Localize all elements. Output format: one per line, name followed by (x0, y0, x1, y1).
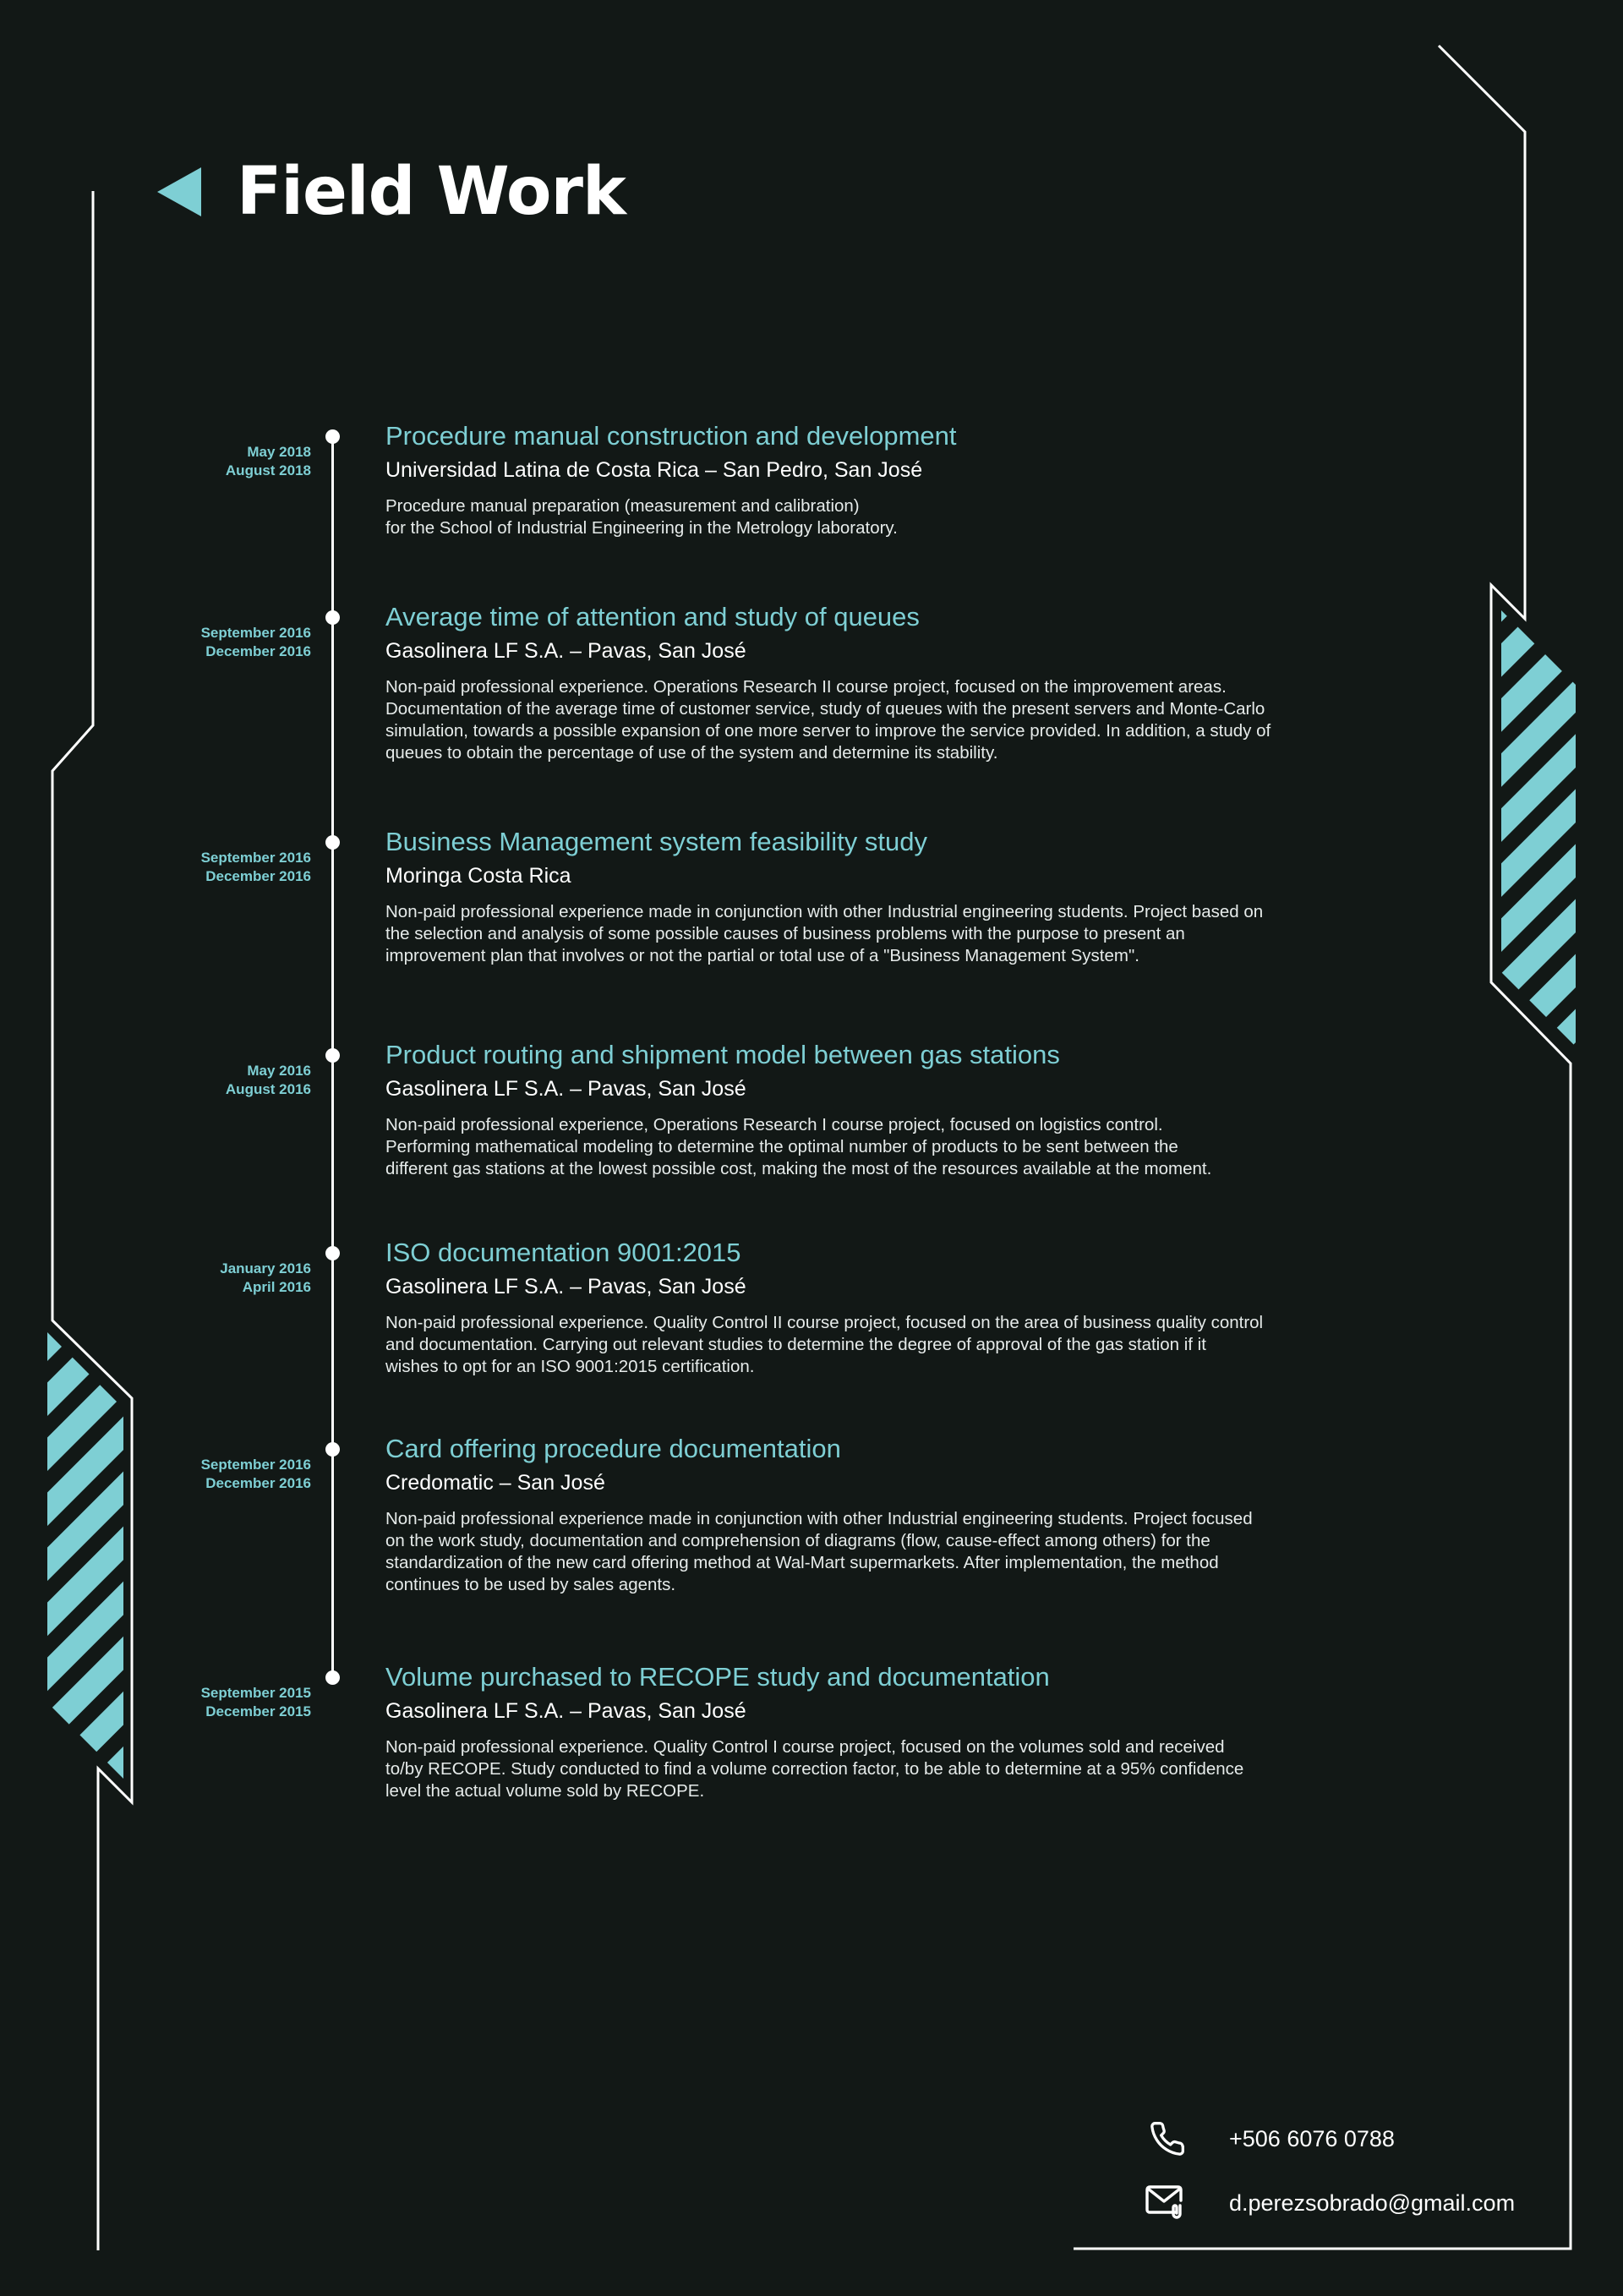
entry-dates (101, 849, 311, 886)
entry-organization: Universidad Latina de Costa Rica – San Pedro, San José (385, 458, 923, 482)
entry-dates (101, 1456, 311, 1493)
timeline-dot (325, 1246, 340, 1260)
entry-date-start: May 2018 (247, 444, 311, 460)
entry-dates (101, 1260, 311, 1297)
timeline-dot (325, 610, 340, 625)
entry-dates (101, 624, 311, 661)
entry-description-line: wishes to opt for an ISO 9001:2015 certification. (385, 1357, 755, 1376)
entry-date-end: December 2016 (205, 868, 311, 884)
entry-dates (101, 1684, 311, 1721)
entry-date-end: December 2015 (205, 1703, 311, 1719)
entry-title: Business Management system feasibility study (385, 827, 927, 856)
entry-date-start: September 2016 (200, 625, 311, 641)
entry-description-line: Non-paid professional experience. Operations Research II course project, focused on the improvement areas. (385, 677, 1227, 697)
entry-date-start: September 2016 (200, 1457, 311, 1473)
timeline-dot (325, 1670, 340, 1685)
page-header (157, 145, 626, 238)
entry-description-line: continues to be used by sales agents. (385, 1575, 676, 1594)
entry-description (385, 495, 1442, 539)
entry-title: ISO documentation 9001:2015 (385, 1238, 741, 1267)
entry-content (385, 600, 1442, 764)
entry-description (385, 1508, 1442, 1596)
entry-date-end: April 2016 (242, 1279, 311, 1295)
entry-date-end: August 2018 (225, 462, 311, 478)
entry-description-line: simulation, towards a possible expansion of one more server to improve the service provided. In addition, a study of (385, 721, 1271, 741)
entry-content (385, 419, 1442, 539)
timeline-dot (325, 835, 340, 850)
timeline-dot (325, 1442, 340, 1457)
entry-description-line: Non-paid professional experience. Quality Control I course project, focused on the volumes sold and received (385, 1737, 1225, 1757)
timeline-dot (325, 1048, 340, 1063)
entry-title: Product routing and shipment model between gas stations (385, 1040, 1060, 1069)
entry-title: Average time of attention and study of queues (385, 602, 920, 631)
entry-organization: Credomatic – San José (385, 1471, 605, 1495)
entry-organization: Gasolinera LF S.A. – Pavas, San José (385, 1699, 746, 1723)
entry-organization: Moringa Costa Rica (385, 864, 571, 888)
entry-date-start: May 2016 (247, 1063, 311, 1079)
entry-dates (101, 443, 311, 480)
entry-description-line: and documentation. Carrying out relevant studies to determine the degree of approval of the gas station if it (385, 1335, 1206, 1354)
email-icon (1143, 2183, 1192, 2223)
entry-content (385, 825, 1442, 967)
phone-icon (1143, 2118, 1192, 2159)
entry-description (385, 1114, 1442, 1180)
entry-description-line: for the School of Industrial Engineering in the Metrology laboratory. (385, 518, 898, 538)
entry-description-line: Documentation of the average time of customer service, study of queues with the present servers and Monte-Carlo (385, 699, 1265, 719)
entry-description-line: Performing mathematical modeling to determine the optimal number of products to be sent between the (385, 1137, 1178, 1156)
entry-description-line: queues to obtain the percentage of use of the system and determine its stability. (385, 743, 998, 763)
entry-description-line: level the actual volume sold by RECOPE. (385, 1781, 705, 1801)
entry-content (385, 1660, 1442, 1802)
entry-description-line: improvement plan that involves or not the partial or total use of a "Business Management System". (385, 946, 1139, 965)
entry-description-line: the selection and analysis of some possible causes of business problems with the purpose to present an (385, 924, 1185, 943)
entry-title: Procedure manual construction and development (385, 421, 957, 451)
entry-date-start: September 2015 (200, 1685, 311, 1701)
entry-description-line: Non-paid professional experience, Operations Research I course project, focused on logistics control. (385, 1115, 1163, 1134)
entry-description-line: Non-paid professional experience made in conjunction with other Industrial engineering students. Project focused (385, 1509, 1253, 1528)
left-frame-line (52, 191, 132, 2250)
triangle-left-icon (157, 167, 201, 216)
entry-date-end: December 2016 (205, 1475, 311, 1491)
entry-title: Card offering procedure documentation (385, 1434, 841, 1463)
phone-number: +506 6076 0788 (1229, 2125, 1395, 2151)
entry-description-line: standardization of the new card offering method at Wal-Mart supermarkets. After implementation, the method (385, 1553, 1219, 1572)
timeline-dot (325, 429, 340, 444)
contact-email (1143, 2183, 1515, 2223)
entry-date-end: August 2016 (225, 1081, 311, 1097)
entry-description (385, 1736, 1442, 1802)
contact-phone (1143, 2118, 1395, 2159)
entry-content (385, 1038, 1442, 1180)
email-address: d.perezsobrado@gmail.com (1229, 2189, 1516, 2216)
entry-date-start: January 2016 (220, 1260, 311, 1276)
page-title: Field Work (237, 154, 626, 230)
entry-organization: Gasolinera LF S.A. – Pavas, San José (385, 1077, 746, 1101)
entry-description-line: Non-paid professional experience made in conjunction with other Industrial engineering students. Project based on (385, 902, 1264, 921)
entry-description-line: Procedure manual preparation (measurement and calibration) (385, 496, 860, 516)
right-stripe-band (1501, 610, 1576, 1047)
entry-description-line: Non-paid professional experience. Quality Control II course project, focused on the area of business quality control (385, 1313, 1264, 1332)
entry-description-line: different gas stations at the lowest possible cost, making the most of the resources available at the moment. (385, 1159, 1212, 1178)
entry-description-line: on the work study, documentation and comprehension of diagrams (flow, cause-effect among others) for the (385, 1531, 1210, 1550)
entry-date-end: December 2016 (205, 643, 311, 659)
entry-organization: Gasolinera LF S.A. – Pavas, San José (385, 639, 746, 663)
entry-organization: Gasolinera LF S.A. – Pavas, San José (385, 1275, 746, 1298)
entry-date-start: September 2016 (200, 850, 311, 866)
entry-content (385, 1432, 1442, 1596)
entry-description (385, 901, 1442, 967)
entry-content (385, 1236, 1442, 1378)
entry-description (385, 1312, 1442, 1378)
entry-dates (101, 1062, 311, 1099)
entry-title: Volume purchased to RECOPE study and documentation (385, 1662, 1050, 1692)
entry-description-line: to/by RECOPE. Study conducted to find a volume correction factor, to be able to determine at a 95% confidence (385, 1759, 1244, 1779)
entry-description (385, 676, 1442, 764)
